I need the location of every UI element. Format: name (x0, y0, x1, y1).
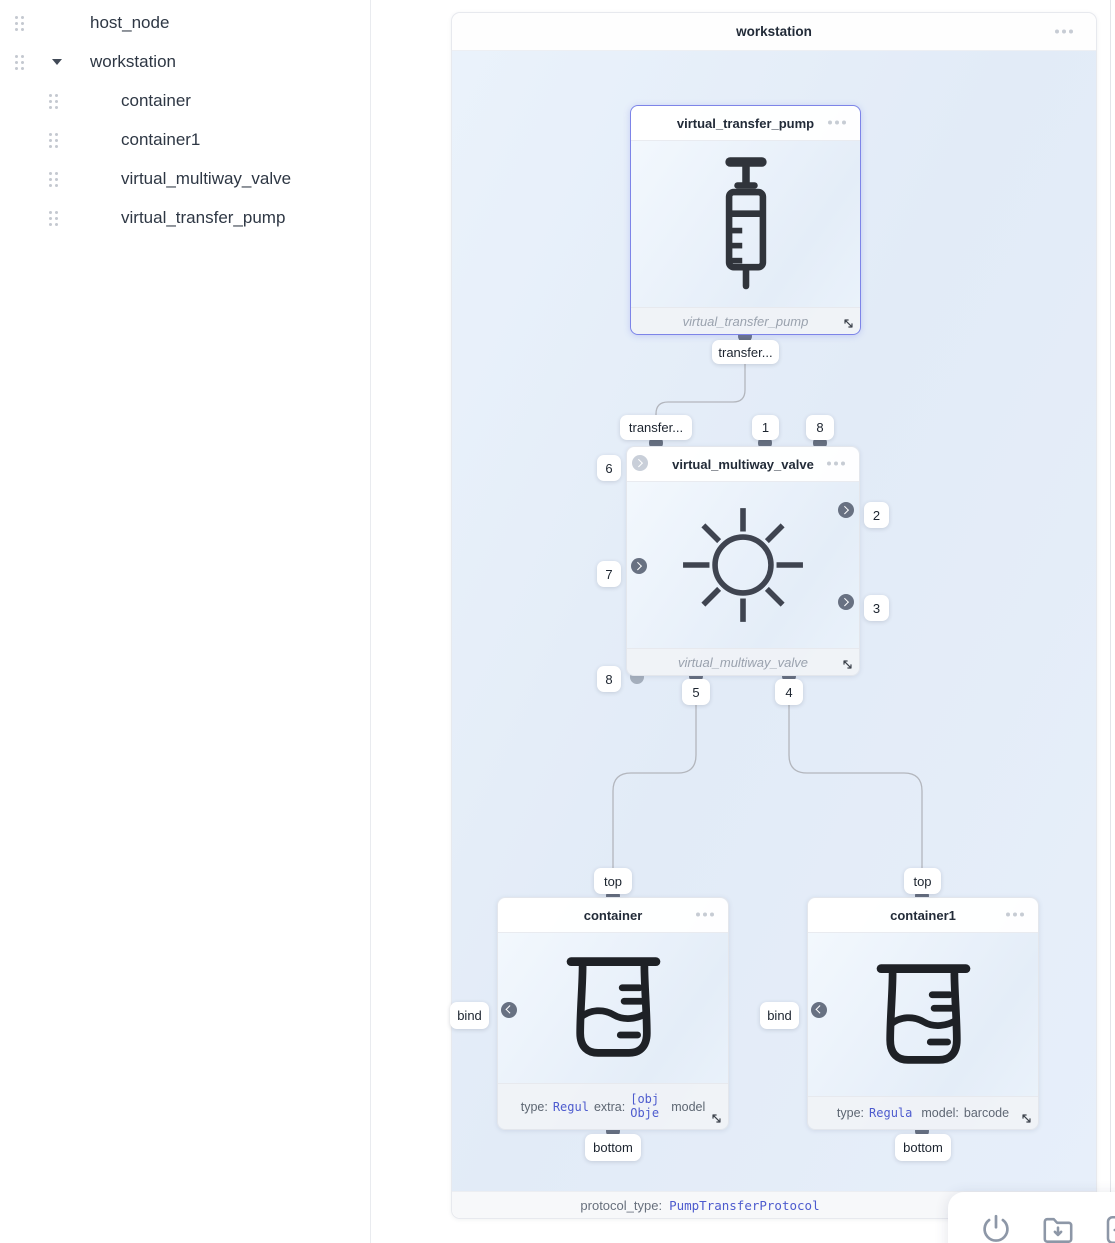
resize-handle-icon[interactable] (843, 318, 854, 329)
more-options-icon[interactable] (696, 913, 715, 918)
drag-handle-icon[interactable] (47, 92, 61, 109)
workstation-canvas[interactable] (452, 51, 1096, 1191)
port-label-valve-1: 1 (752, 415, 779, 440)
prop-value-extra-line2: Obje (630, 1105, 660, 1120)
port-label-valve-8-left: 8 (597, 666, 621, 692)
multiway-valve-icon (680, 502, 806, 628)
port-label-container1-bind: bind (760, 1002, 799, 1029)
drag-handle-icon[interactable] (47, 131, 61, 148)
node-footer (631, 307, 860, 334)
tree-item-container[interactable] (0, 81, 370, 120)
node-virtual-transfer-pump[interactable] (630, 105, 861, 335)
node-container1[interactable] (807, 897, 1039, 1130)
node-title: virtual_transfer_pump (676, 115, 815, 131)
port-label-valve-2: 2 (864, 502, 889, 528)
edge-valve5-to-container[interactable] (613, 683, 696, 893)
node-footer-label: virtual_multiway_valve (677, 654, 809, 670)
node-virtual-multiway-valve[interactable] (626, 446, 860, 676)
node-header[interactable] (808, 898, 1038, 933)
port-label-container-bind: bind (450, 1002, 489, 1029)
port-label-container1-top: top (904, 868, 941, 894)
prop-label-model: model: (921, 1106, 959, 1120)
more-options-icon[interactable] (827, 462, 846, 467)
prop-value-extra (630, 1093, 666, 1121)
prop-value-extra-line1: [obj (630, 1092, 660, 1106)
port-label-valve-transfer: transfer... (620, 415, 692, 440)
resize-handle-icon[interactable] (842, 659, 853, 670)
port-handle-container1-bind[interactable] (811, 1002, 827, 1018)
right-panel-divider (1110, 0, 1111, 1243)
beaker-icon (875, 959, 972, 1071)
file-export-icon[interactable] (1102, 1212, 1115, 1243)
protocol-type-label: protocol_type: (580, 1197, 663, 1213)
resize-handle-icon[interactable] (711, 1113, 722, 1124)
port-handle-valve-3[interactable] (838, 594, 854, 610)
node-title: container (583, 907, 643, 923)
folder-download-icon[interactable] (1040, 1212, 1076, 1243)
port-label-valve-5: 5 (682, 679, 710, 705)
drag-handle-icon[interactable] (13, 14, 27, 31)
tree-item-virtual-transfer-pump[interactable] (0, 198, 370, 237)
tree-item-label: container1 (121, 129, 201, 149)
syringe-icon (715, 151, 777, 297)
node-body (498, 933, 728, 1083)
port-label-container1-bottom: bottom (895, 1134, 951, 1161)
tree-item-virtual-multiway-valve[interactable] (0, 159, 370, 198)
prop-value-model: barcode (963, 1106, 1010, 1120)
prop-value-type: Regula (869, 1106, 913, 1120)
port-label-valve-6: 6 (597, 455, 621, 481)
node-title: virtual_multiway_valve (672, 456, 814, 472)
port-label-valve-7: 7 (597, 561, 621, 587)
tree-item-label: host_node (90, 12, 170, 32)
beaker-icon (565, 952, 662, 1064)
power-icon[interactable] (978, 1212, 1014, 1243)
node-header[interactable] (498, 898, 728, 933)
node-body (808, 933, 1038, 1096)
protocol-type-value: PumpTransferProtocol (669, 1197, 820, 1213)
more-options-icon[interactable] (1006, 913, 1025, 918)
port-label-container-bottom: bottom (585, 1134, 641, 1161)
caret-down-icon[interactable] (52, 59, 62, 65)
node-header[interactable] (631, 106, 860, 141)
node-footer-label: virtual_transfer_pump (682, 313, 809, 329)
canvas-action-toolbar (948, 1192, 1115, 1243)
port-handle-container-bind[interactable] (501, 1002, 517, 1018)
prop-label-extra: extra: (593, 1099, 626, 1114)
port-label-valve-4: 4 (775, 679, 803, 705)
node-props-footer (498, 1083, 728, 1129)
tree-sidebar (0, 0, 371, 1243)
node-header[interactable] (627, 447, 859, 482)
tree-item-label: virtual_transfer_pump (121, 207, 286, 227)
drag-handle-icon[interactable] (47, 170, 61, 187)
tree-item-label: workstation (90, 51, 176, 71)
prop-label-type: type: (836, 1106, 865, 1120)
port-handle-valve-7[interactable] (631, 558, 647, 574)
node-container[interactable] (497, 897, 729, 1130)
drag-handle-icon[interactable] (47, 209, 61, 226)
tree-item-workstation[interactable] (0, 42, 370, 81)
more-options-icon[interactable] (828, 121, 847, 126)
node-body (631, 141, 860, 307)
tree-item-container1[interactable] (0, 120, 370, 159)
resize-handle-icon[interactable] (1021, 1113, 1032, 1124)
prop-label-model: model (671, 1099, 706, 1114)
port-label-valve-8-top: 8 (806, 415, 834, 440)
port-handle-valve-2[interactable] (838, 502, 854, 518)
tree-item-label: container (121, 90, 191, 110)
tree-item-host-node[interactable] (0, 3, 370, 42)
workstation-panel (451, 12, 1097, 1219)
node-props-footer (808, 1096, 1038, 1129)
prop-label-type: type: (520, 1099, 548, 1114)
drag-handle-icon[interactable] (13, 53, 27, 70)
node-title: container1 (890, 907, 956, 923)
node-footer (627, 648, 859, 675)
workstation-panel-header[interactable] (452, 13, 1096, 51)
tree-item-label: virtual_multiway_valve (121, 168, 292, 188)
port-handle-valve-6[interactable] (632, 455, 648, 471)
port-label-valve-3: 3 (864, 595, 889, 621)
node-body (627, 482, 859, 648)
panel-title: workstation (736, 24, 812, 39)
prop-value-type: Regul (552, 1099, 589, 1114)
more-options-icon[interactable] (1055, 29, 1074, 34)
port-label-pump-transfer: transfer... (712, 340, 779, 364)
port-label-container-top: top (594, 868, 632, 894)
edge-valve4-to-container1[interactable] (789, 683, 922, 893)
